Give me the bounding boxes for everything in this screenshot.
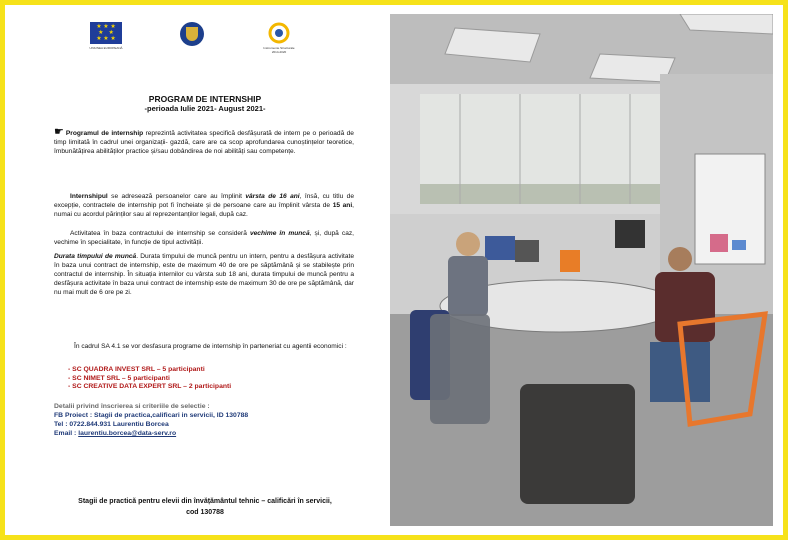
program-definition: reprezintă activitatea specifică desfășurată de intern pe o perioadă de timp limitată în cadrul unei organizații- gazdă, care are ca scop aprofundarea cunoștințelor teoretice, îmbunătățirea abilităților practice și/sau dobândirea de noi abilități sau competențe.	[54, 130, 354, 155]
contact-block	[54, 402, 354, 438]
structural-instruments-caption: Instrumente Structurale 2014-2020	[263, 46, 295, 54]
flyer-text-column	[50, 18, 360, 528]
age-text-c: , numai cu acordul părinților sau al reprezentanților legali, după caz.	[54, 202, 354, 218]
footer-project-name	[50, 496, 360, 518]
email-link[interactable]: laurentiu.borcea@data-serv.ro	[78, 430, 177, 437]
eu-flag-logo: ★ ★ ★ ★ ★ ★ ★ ★	[90, 22, 122, 44]
eu-logo-caption: UNIUNEA EUROPEANĂ	[89, 46, 123, 50]
page-subtitle: -perioada Iulie 2021- August 2021-	[144, 104, 266, 113]
page-title: PROGRAM DE INTERNSHIP	[148, 94, 262, 104]
seniority-text-b: , și, după caz, vechime în specialitate, în funcție de tipul activității.	[54, 230, 354, 246]
email-line	[54, 429, 354, 438]
partners-intro-text: În cadrul SA 4.1 se vor desfasura programe de internship în parteneriat cu agentii economici :	[74, 343, 347, 350]
age-text-b: , însă, cu titlu de excepție, contractele de internship pot fi încheiate și de persoane care au împlinit vârsta de	[54, 193, 354, 209]
partners-list	[68, 366, 348, 392]
pointing-hand-icon: ☛	[54, 126, 64, 138]
age-text-a: se adresează persoanelor care au împlinit	[107, 193, 246, 200]
office-photo-drawing	[390, 14, 773, 526]
age-16: vârsta de 16 ani	[245, 193, 300, 200]
list-item: - SC NIMET SRL – 5 participanti	[68, 375, 348, 384]
contact-intro: Detalii privind înscrierea si criteriile de selectie :	[54, 403, 210, 410]
paragraph-program	[54, 128, 354, 156]
structural-instruments-logo	[268, 22, 290, 44]
seniority-term: vechime în muncă	[249, 230, 310, 237]
working-time-text: . Durata timpului de muncă pentru un intern, pentru a desfășura activitate în baza unui contract de internship, este de maximum 40 de ore pe săptămână și se stabilește prin contractul de internship. În situația internilor cu vârsta sub 18 ani, durata timpului de muncă pentru a desfășura activitate în baza unui contract de internship este de maximum 30 de ore pe săptămână, dar nu mai mult de 6 ore pe zi.	[54, 253, 355, 296]
working-time-term: Durata timpului de muncă	[54, 253, 137, 260]
footer-line-2: cod 130788	[186, 509, 224, 516]
government-crest-logo	[180, 22, 204, 46]
seniority-text-a: Activitatea în baza contractului de internship se consideră	[70, 230, 250, 237]
program-term: Programul de internship	[65, 130, 144, 137]
project-line: FB Proiect : Stagii de practica,calificari in servicii, ID 130788	[54, 412, 249, 419]
email-label: Email :	[54, 430, 79, 437]
office-photo	[390, 14, 773, 526]
list-item: - SC QUADRA INVEST SRL – 5 participanti	[68, 366, 348, 375]
logo-row	[90, 22, 300, 56]
phone-line: Tel : 0722.844.931 Laurentiu Borcea	[54, 421, 169, 428]
list-item: - SC CREATIVE DATA EXPERT SRL – 2 participanti	[68, 383, 348, 392]
paragraph-partners-intro	[54, 342, 354, 351]
age-15: 15 ani	[332, 202, 353, 209]
internship-term: Internshipul	[70, 193, 108, 200]
paragraph-seniority	[54, 229, 354, 247]
paragraph-working-time	[54, 252, 354, 297]
footer-line-1: Stagii de practică pentru elevii din învățământul tehnic – calificări în servicii,	[78, 498, 332, 505]
paragraph-age	[54, 192, 354, 219]
